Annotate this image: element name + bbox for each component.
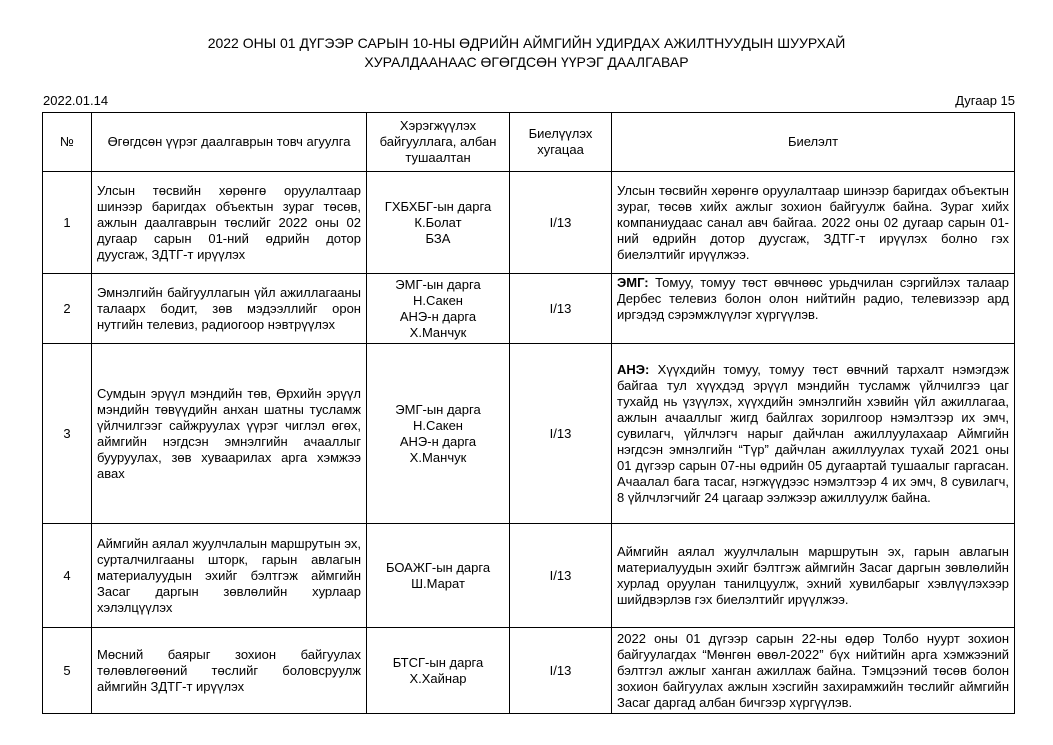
- org-line: Х.Манчук: [409, 449, 467, 465]
- org-cell: [367, 344, 510, 524]
- org-line: К.Болат: [414, 214, 462, 230]
- org-line: Н.Сакен: [412, 417, 463, 433]
- document-title: [0, 34, 1053, 72]
- org-line: Ш.Марат: [411, 575, 465, 591]
- document-number: Дугаар 15: [955, 93, 1015, 108]
- deadline-cell: I/13: [510, 344, 612, 524]
- deadline-cell: I/13: [510, 628, 612, 714]
- org-cell: [367, 172, 510, 274]
- table-row: [43, 628, 1015, 714]
- org-line: БТСГ-ын дарга: [392, 654, 484, 670]
- header-result: Биелэлт: [612, 113, 1015, 172]
- result-text: Аймгийн аялал жуулчлалын маршрутын эх, гарын авлагын материалуудын эхийг бэлтгэж аймгийн Засаг даргын зөвлөлийн хурлад оруулан танилцуулж, эхний хувилбарыг хэвлүүлэхээр шийдвэрлэв гэх биелэлтийг ирүүлжээ.: [617, 543, 1009, 607]
- task-text: Сумдын эрүүл мэндийн төв, Өрхийн эрүүл мэндийн төвүүдийн анхан шатны тусламж үйлчилгээг сайжруулах үүрэг чиглэл өгөх, аймгийн нэгдсэн эмнэлгийн ачааллыг бууруулах, зөв хуваарилах арга хэмжээ авах: [92, 344, 367, 524]
- result-text: Улсын төсвийн хөрөнгө оруулалтаар шинээр баригдах объектын зураг, төсөв хийх ажлыг зохион байгуулж байна. Зураг хийх компаниудаас санал авч байгаа. 2022 оны 02 дугаар сарын 01-ний өдрийн дотор дуусгаж, ЗДТГ-т ирүүлэх болно гэх биелэлтийг ирүүлжээ.: [617, 182, 1009, 262]
- row-number: 2: [43, 274, 92, 344]
- org-line: Х.Хайнар: [409, 670, 467, 686]
- org-line: БОАЖГ-ын дарга: [385, 559, 491, 575]
- row-number: 5: [43, 628, 92, 714]
- deadline-cell: I/13: [510, 274, 612, 344]
- row-number: 4: [43, 524, 92, 628]
- result-text: Томуу, томуу төст өвчнөөс урьдчилан сэргийлэх талаар Дербес телевиз болон олон нийтийн радио, телевизээр ард иргэдэд сэрэмжлүүлэг хүргүүлэв.: [617, 275, 1009, 322]
- org-line: ЭМГ-ын дарга: [395, 401, 481, 417]
- table-row: [43, 524, 1015, 628]
- header-no: №: [43, 113, 92, 172]
- org-cell: [367, 524, 510, 628]
- result-cell: [612, 172, 1015, 274]
- result-prefix: АНЭ:: [617, 361, 650, 377]
- result-text: 2022 оны 01 дүгээр сарын 22-ны өдөр Толбо нуурт зохион байгуулагдах “Мөнгөн өвөл-2022” бүх нийтийн арга хэмжээний бэлтгэл ажлыг ханган ажиллаж байна. Тэмцээний төсөв болон зохион байгуулах ажлын хэсгийн захирамжийн төслийг аймгийн Засаг даргад албан бичгээр хүргүүлэв.: [617, 630, 1009, 710]
- result-cell: [612, 628, 1015, 714]
- org-line: Х.Манчук: [409, 324, 467, 340]
- org-line: АНЭ-н дарга: [399, 308, 477, 324]
- table-row: [43, 172, 1015, 274]
- result-prefix: ЭМГ:: [617, 275, 649, 290]
- title-line-2: ХУРАЛДААНААС ӨГӨГДСӨН ҮҮРЭГ ДААЛГАВАР: [364, 54, 689, 70]
- header-task: Өгөгдсөн үүрэг даалгаврын товч агуулга: [92, 113, 367, 172]
- meta-row: [43, 93, 1015, 111]
- header-org: Хэрэгжүүлэх байгууллага, албан тушаалтан: [367, 113, 510, 172]
- org-line: ЭМГ-ын дарга: [395, 276, 481, 292]
- org-line: АНЭ-н дарга: [399, 433, 477, 449]
- org-line: БЗА: [425, 230, 451, 246]
- table-row: [43, 344, 1015, 524]
- row-number: 3: [43, 344, 92, 524]
- org-cell: [367, 274, 510, 344]
- document-date: 2022.01.14: [43, 93, 109, 108]
- deadline-cell: I/13: [510, 524, 612, 628]
- task-text: Эмнэлгийн байгууллагын үйл ажиллагааны талаарх бодит, зөв мэдээллийг орон нутгийн телевиз, радиогоор нэвтрүүлэх: [92, 274, 367, 344]
- org-line: Н.Сакен: [412, 292, 463, 308]
- result-cell: [612, 274, 1015, 344]
- org-cell: [367, 628, 510, 714]
- deadline-cell: I/13: [510, 172, 612, 274]
- task-text: Аймгийн аялал жуулчлалын маршрутын эх, сурталчилгааны шторк, гарын авлагын материалуудын эхийг бэлтгэж аймгийн Засаг даргын зөвлөлийн хурлаар хэлэлцүүлэх: [92, 524, 367, 628]
- tasks-table: [42, 112, 1015, 714]
- org-line: ГХБХБГ-ын дарга: [384, 198, 492, 214]
- result-text: Хүүхдийн томуу, томуу төст өвчний тархалт нэмэгдэж байгаа тул хүүхдэд эрүүл мэндийн тусламж үйлчилгээ цаг тухайд нь үзүүлэх, хүүхдийн эмнэлгийн хэвийн үйл ажиллагаа, ажлын ачааллыг жигд байлгах зорилгоор нэмэлтээр их эмч, сувилагч, үйлчлэгч нарыг дайчлан ажиллуулахаар Аймгийн нэгдсэн эмнэлгийн “Түр” дайчлан ажиллуулах тухай 2021 оны 01 дүгээр сарын 07-ны өдрийн 05 дугаартай тушаалыг гаргасан. Ачаалал бага тасаг, нэгжүүдээс нэмэлтээр 4 их эмч, 8 сувилагч, 8 үйлчлэгчийг 24 цагаар ээлжээр ажиллуулж байна.: [617, 361, 1009, 505]
- title-line-1: 2022 ОНЫ 01 ДҮГЭЭР САРЫН 10-НЫ ӨДРИЙН АЙМГИЙН УДИРДАХ АЖИЛТНУУДЫН ШУУРХАЙ: [207, 35, 846, 51]
- task-text: Мөсний баярыг зохион байгуулах төлөвлөгөөний төслийг боловсруулж аймгийн ЗДТГ-т ирүүлэх: [92, 628, 367, 714]
- result-cell: [612, 524, 1015, 628]
- task-text: Улсын төсвийн хөрөнгө оруулалтаар шинээр баригдах объектын зураг төсөв, ажлын даалгаврын төслийг 2022 оны 02 дугаар сарын 01-ний өдрийн дотор дуусгаж, ЗДТГ-т ирүүлэх: [92, 172, 367, 274]
- header-deadline: Биелүүлэх хугацаа: [510, 113, 612, 172]
- table-row: [43, 274, 1015, 344]
- result-cell: [612, 344, 1015, 524]
- row-number: 1: [43, 172, 92, 274]
- table-header-row: [43, 113, 1015, 172]
